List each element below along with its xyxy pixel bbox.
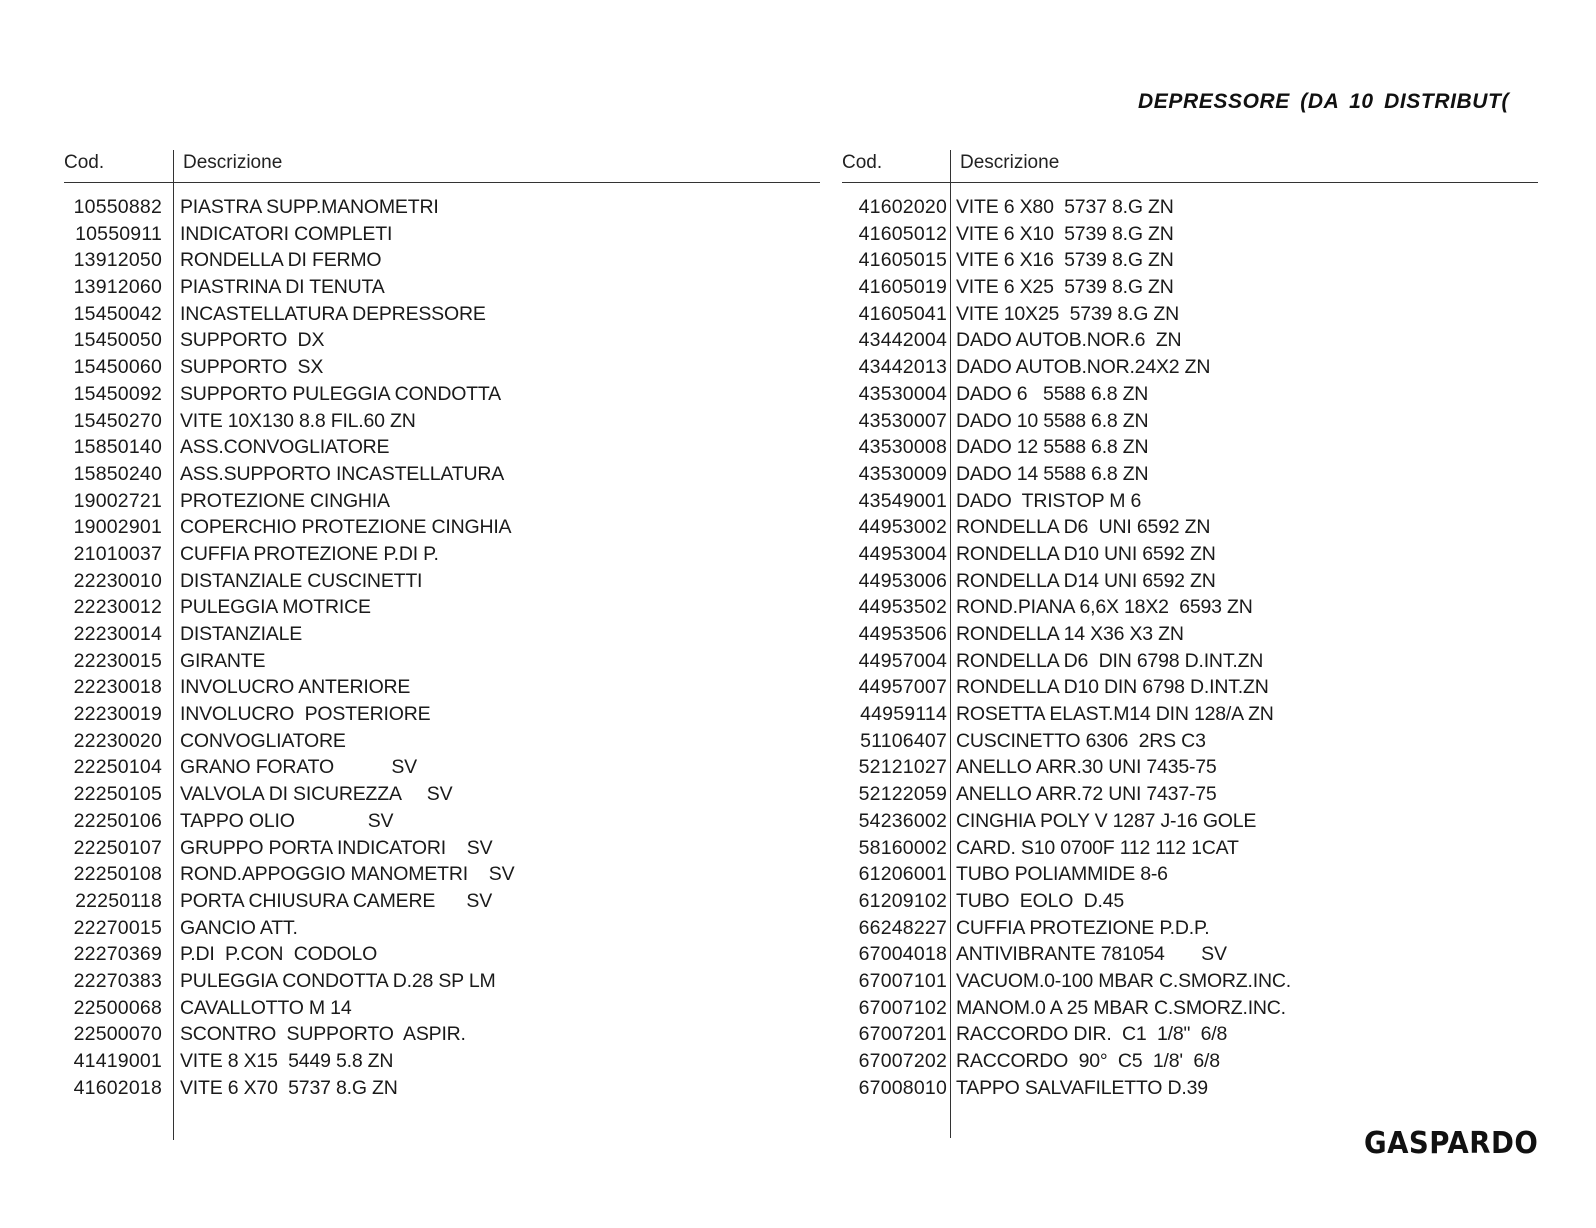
table-row: [842, 701, 1538, 728]
part-code: 67007101: [858, 969, 947, 992]
table-row: [842, 915, 1538, 942]
part-code: 21010037: [73, 542, 162, 565]
part-description: RONDELLA D10 DIN 6798 D.INT.ZN: [956, 676, 1269, 699]
part-code: 67007102: [858, 996, 947, 1019]
part-description: INVOLUCRO ANTERIORE: [180, 676, 411, 699]
part-code: 22230012: [73, 596, 162, 619]
table-row: [842, 408, 1538, 435]
part-description: ASS.SUPPORTO INCASTELLATURA: [180, 462, 505, 485]
table-row: [64, 488, 837, 515]
part-description: INVOLUCRO POSTERIORE: [180, 703, 431, 726]
part-code: 22230014: [73, 623, 162, 645]
part-description: SUPPORTO PULEGGIA CONDOTTA: [180, 382, 501, 405]
table-row: [64, 408, 837, 435]
table-row: [64, 1048, 837, 1075]
part-code: 22230019: [73, 703, 162, 726]
part-description: TUBO EOLO D.45: [956, 889, 1125, 912]
part-code: 44959114: [860, 703, 947, 726]
rows-left: [64, 194, 837, 1101]
table-row: [64, 327, 837, 354]
brand-logo: GASPARDO: [1364, 1126, 1539, 1161]
part-description: ASS.CONVOGLIATORE: [180, 436, 390, 459]
table-row: [842, 1021, 1538, 1048]
part-code: 67008010: [858, 1076, 947, 1099]
table-row: [64, 1021, 837, 1048]
table-row: [842, 1048, 1538, 1075]
table-row: [64, 274, 837, 301]
part-description: PIASTRA SUPP.MANOMETRI: [180, 196, 439, 218]
table-row: [842, 568, 1538, 595]
part-description: CONVOGLIATORE: [180, 729, 346, 752]
part-description: VITE 6 X16 5739 8.G ZN: [956, 249, 1174, 272]
part-description: TAPPO SALVAFILETTO D.39: [956, 1076, 1208, 1099]
table-row: [64, 621, 837, 648]
part-code: 67007202: [858, 1050, 947, 1072]
rows-right: [842, 194, 1538, 1101]
table-row: [842, 995, 1538, 1022]
part-description: RONDELLA 14 X36 X3 ZN: [956, 623, 1184, 645]
table-row: [842, 354, 1538, 381]
part-code: 22500070: [73, 1023, 162, 1046]
part-code: 10550911: [75, 222, 162, 245]
header-code: Cod.: [64, 152, 105, 173]
part-code: 15850240: [73, 462, 162, 485]
part-code: 61206001: [858, 863, 947, 886]
header-code: Cod.: [842, 152, 883, 173]
table-row: [64, 434, 837, 461]
part-description: COPERCHIO PROTEZIONE CINGHIA: [180, 516, 512, 539]
header-description: Descrizione: [183, 152, 283, 173]
table-row: [842, 194, 1538, 221]
part-description: RONDELLA D6 UNI 6592 ZN: [956, 516, 1211, 539]
table-row: [842, 514, 1538, 541]
parts-table-right: [842, 150, 1538, 1099]
part-code: 15450050: [73, 329, 162, 352]
part-code: 22250107: [73, 836, 162, 859]
part-description: PULEGGIA CONDOTTA D.28 SP LM: [180, 969, 496, 992]
part-code: 13912050: [73, 249, 162, 272]
part-code: 44953004: [858, 542, 947, 565]
part-code: 54236002: [858, 809, 947, 832]
part-code: 44957004: [858, 649, 947, 672]
table-row: [842, 488, 1538, 515]
table-row: [64, 754, 837, 781]
table-row: [64, 1075, 837, 1102]
part-code: 52121027: [858, 756, 947, 779]
part-description: DADO 14 5588 6.8 ZN: [956, 462, 1149, 485]
table-row: [842, 594, 1538, 621]
table-row: [842, 221, 1538, 248]
part-code: 61209102: [858, 889, 947, 912]
part-code: 66248227: [858, 916, 947, 939]
table-header: [64, 150, 837, 182]
part-code: 43442004: [858, 329, 947, 352]
part-code: 52122059: [858, 783, 947, 806]
table-header: [842, 150, 1538, 182]
part-code: 15450270: [73, 409, 162, 432]
parts-table-left: [64, 150, 837, 1099]
table-row: [64, 461, 837, 488]
part-code: 67004018: [858, 943, 947, 966]
part-description: ANELLO ARR.30 UNI 7435-75: [956, 756, 1217, 779]
table-row: [64, 968, 837, 995]
part-code: 41605015: [858, 249, 947, 272]
part-code: 41605041: [858, 302, 947, 325]
part-code: 15850140: [73, 436, 162, 459]
table-row: [64, 221, 837, 248]
part-description: RACCORDO DIR. C1 1/8" 6/8: [956, 1023, 1228, 1046]
part-description: VALVOLA DI SICUREZZA SV: [180, 783, 453, 806]
table-row: [842, 381, 1538, 408]
table-row: [64, 808, 837, 835]
part-code: 67007201: [858, 1023, 947, 1046]
part-description: DADO AUTOB.NOR.24X2 ZN: [956, 356, 1211, 379]
header-description: Descrizione: [960, 152, 1060, 173]
table-row: [64, 728, 837, 755]
table-row: [842, 461, 1538, 488]
table-row: [64, 701, 837, 728]
part-code: 43442013: [858, 356, 947, 379]
part-code: 10550882: [73, 196, 162, 218]
table-row: [64, 247, 837, 274]
table-row: [64, 781, 837, 808]
part-code: 22270369: [73, 943, 162, 966]
part-description: DISTANZIALE: [180, 623, 303, 645]
part-description: DADO 6 5588 6.8 ZN: [956, 382, 1149, 405]
part-code: 43530007: [858, 409, 947, 432]
part-code: 15450042: [73, 302, 162, 325]
part-description: VITE 6 X80 5737 8.G ZN: [956, 196, 1174, 218]
part-description: VITE 6 X10 5739 8.G ZN: [956, 222, 1174, 245]
part-code: 19002901: [73, 516, 162, 539]
part-description: ROND.PIANA 6,6X 18X2 6593 ZN: [956, 596, 1253, 619]
part-description: CUSCINETTO 6306 2RS C3: [956, 729, 1206, 752]
table-row: [64, 995, 837, 1022]
table-row: [64, 861, 837, 888]
part-code: 22230010: [73, 569, 162, 592]
part-description: CAVALLOTTO M 14: [180, 996, 352, 1019]
table-row: [842, 674, 1538, 701]
part-description: RONDELLA DI FERMO: [180, 249, 382, 272]
part-description: VITE 10X130 8.8 FIL.60 ZN: [180, 409, 416, 432]
table-row: [64, 194, 837, 221]
part-description: PULEGGIA MOTRICE: [180, 596, 371, 619]
part-code: 22230015: [73, 649, 162, 672]
part-code: 15450092: [73, 382, 162, 405]
part-description: GIRANTE: [180, 649, 266, 672]
part-code: 22230020: [73, 729, 162, 752]
part-description: DADO AUTOB.NOR.6 ZN: [956, 329, 1182, 352]
table-row: [64, 514, 837, 541]
table-row: [64, 568, 837, 595]
part-description: SUPPORTO SX: [180, 356, 324, 379]
table-row: [64, 674, 837, 701]
part-code: 41605019: [858, 276, 947, 299]
table-row: [842, 781, 1538, 808]
part-code: 41605012: [858, 222, 947, 245]
part-description: VITE 6 X70 5737 8.G ZN: [180, 1076, 398, 1099]
part-description: PROTEZIONE CINGHIA: [180, 489, 390, 512]
part-description: P.DI P.CON CODOLO: [180, 943, 378, 966]
part-code: 44953006: [858, 569, 947, 592]
table-row: [842, 621, 1538, 648]
part-description: SUPPORTO DX: [180, 329, 325, 352]
part-code: 58160002: [858, 836, 947, 859]
part-code: 15450060: [73, 356, 162, 379]
part-description: VITE 10X25 5739 8.G ZN: [956, 302, 1180, 325]
part-description: CUFFIA PROTEZIONE P.DI P.: [180, 542, 439, 565]
part-code: 22270015: [73, 916, 162, 939]
part-description: ANELLO ARR.72 UNI 7437-75: [956, 783, 1217, 806]
part-description: RONDELLA D14 UNI 6592 ZN: [956, 569, 1216, 592]
table-row: [842, 888, 1538, 915]
part-description: RONDELLA D6 DIN 6798 D.INT.ZN: [956, 649, 1264, 672]
table-row: [64, 541, 837, 568]
part-code: 22500068: [73, 996, 162, 1019]
table-row: [842, 247, 1538, 274]
table-row: [842, 941, 1538, 968]
table-row: [64, 941, 837, 968]
part-code: 44953506: [858, 623, 947, 645]
part-description: DADO 10 5588 6.8 ZN: [956, 409, 1149, 432]
part-description: INCASTELLATURA DEPRESSORE: [180, 302, 486, 325]
table-row: [842, 301, 1538, 328]
part-description: ANTIVIBRANTE 781054 SV: [956, 943, 1227, 966]
table-row: [842, 1075, 1538, 1102]
part-description: RACCORDO 90° C5 1/8' 6/8: [956, 1050, 1220, 1072]
part-code: 22270383: [73, 969, 162, 992]
part-code: 22250108: [73, 863, 162, 886]
table-row: [64, 381, 837, 408]
table-row: [842, 754, 1538, 781]
table-row: [842, 728, 1538, 755]
part-code: 44953502: [858, 596, 947, 619]
part-description: SCONTRO SUPPORTO ASPIR.: [180, 1023, 466, 1046]
part-description: MANOM.0 A 25 MBAR C.SMORZ.INC.: [956, 996, 1286, 1019]
table-row: [64, 648, 837, 675]
part-description: ROSETTA ELAST.M14 DIN 128/A ZN: [956, 703, 1274, 726]
part-code: 41419001: [73, 1050, 162, 1072]
part-description: PORTA CHIUSURA CAMERE SV: [180, 889, 493, 912]
part-code: 41602020: [858, 196, 947, 218]
table-row: [64, 888, 837, 915]
table-row: [64, 915, 837, 942]
table-row: [64, 835, 837, 862]
part-description: CINGHIA POLY V 1287 J-16 GOLE: [956, 809, 1257, 832]
part-code: 22250105: [73, 783, 162, 806]
part-description: CUFFIA PROTEZIONE P.D.P.: [956, 916, 1210, 939]
part-code: 43530008: [858, 436, 947, 459]
part-code: 22250106: [73, 809, 162, 832]
part-description: DADO 12 5588 6.8 ZN: [956, 436, 1149, 459]
part-code: 43530009: [858, 462, 947, 485]
part-description: TUBO POLIAMMIDE 8-6: [956, 863, 1168, 886]
part-code: 43530004: [858, 382, 947, 405]
part-code: 19002721: [73, 489, 162, 512]
part-code: 41602018: [73, 1076, 162, 1099]
page-title: DEPRESSORE (DA 10 DISTRIBUT(: [1138, 90, 1510, 113]
part-description: ROND.APPOGGIO MANOMETRI SV: [180, 863, 515, 886]
part-description: CARD. S10 0700F 112 112 1CAT: [956, 836, 1239, 859]
table-row: [842, 835, 1538, 862]
table-row: [842, 968, 1538, 995]
part-description: GRUPPO PORTA INDICATORI SV: [180, 836, 493, 859]
part-description: DISTANZIALE CUSCINETTI: [180, 569, 423, 592]
table-row: [842, 541, 1538, 568]
part-code: 22250118: [75, 889, 162, 912]
part-description: VACUOM.0-100 MBAR C.SMORZ.INC.: [956, 969, 1291, 992]
table-row: [842, 808, 1538, 835]
part-code: 44953002: [858, 516, 947, 539]
part-code: 13912060: [73, 276, 162, 299]
table-row: [842, 327, 1538, 354]
part-description: DADO TRISTOP M 6: [956, 489, 1142, 512]
table-row: [842, 434, 1538, 461]
table-row: [842, 648, 1538, 675]
header-rule: [64, 182, 820, 183]
part-description: VITE 6 X25 5739 8.G ZN: [956, 276, 1174, 299]
part-code: 44957007: [858, 676, 947, 699]
part-code: 22230018: [73, 676, 162, 699]
part-code: 22250104: [73, 756, 162, 779]
part-description: GANCIO ATT.: [180, 916, 298, 939]
part-description: RONDELLA D10 UNI 6592 ZN: [956, 542, 1216, 565]
part-description: VITE 8 X15 5449 5.8 ZN: [180, 1050, 394, 1072]
part-code: 51106407: [860, 729, 947, 752]
header-rule: [842, 182, 1538, 183]
table-row: [64, 594, 837, 621]
part-description: TAPPO OLIO SV: [180, 809, 394, 832]
table-row: [64, 354, 837, 381]
part-description: GRANO FORATO SV: [180, 756, 417, 779]
part-description: INDICATORI COMPLETI: [180, 222, 393, 245]
part-description: PIASTRINA DI TENUTA: [180, 276, 385, 299]
table-row: [842, 274, 1538, 301]
part-code: 43549001: [858, 489, 947, 512]
table-row: [842, 861, 1538, 888]
table-row: [64, 301, 837, 328]
